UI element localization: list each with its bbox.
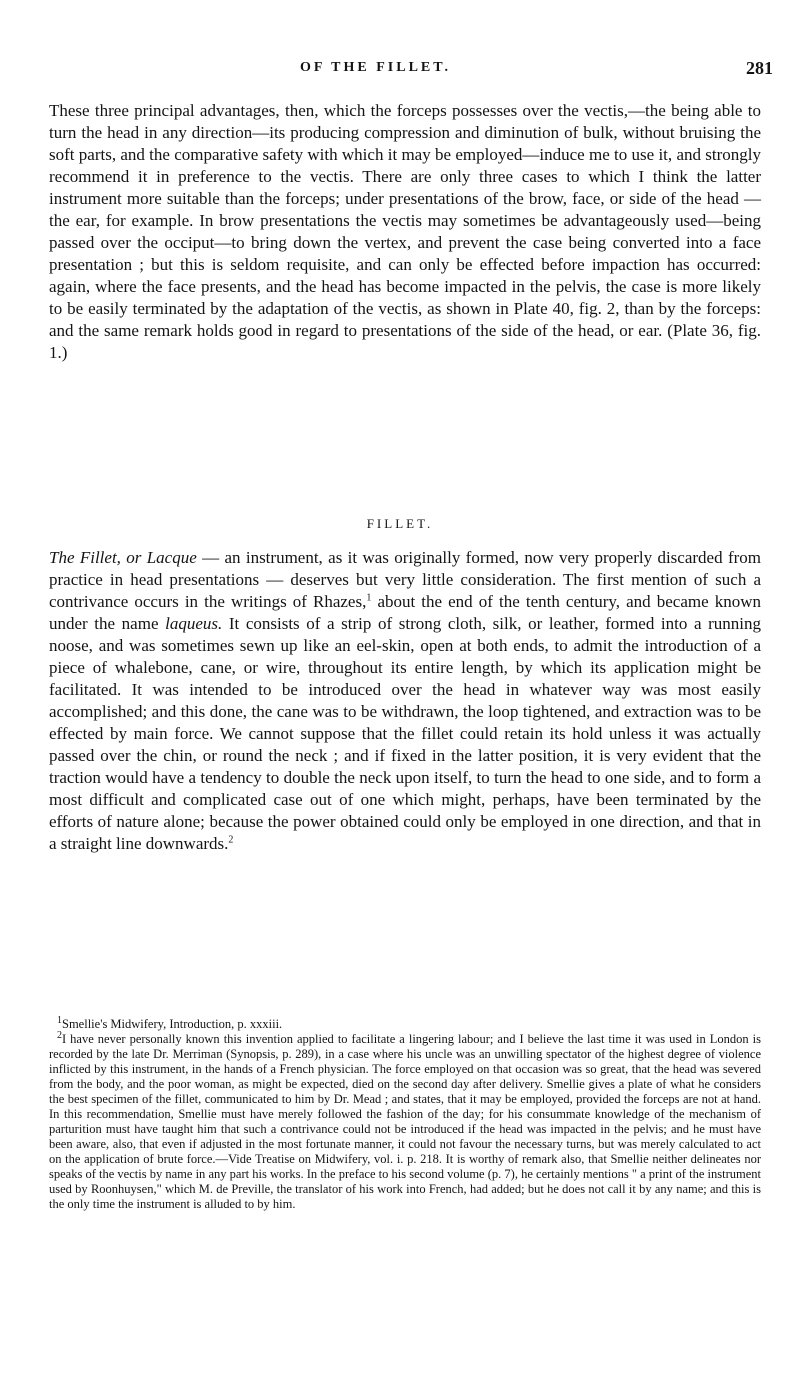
section-heading: FILLET. [366,516,434,531]
paragraph-text: It consists of a strip of strong cloth, silk, or leather, formed into a running noose, and was sometimes sewn up like an eel-skin, open at both ends, to admit the introduction of a piece of whalebone, cane, or wire, throughout its entire length, by which its application might be facilitated. It was intended to be introduced over the head in whatever way was most easily accomplished; and this done, the cane was to be withdrawn, the loop tightened, and extraction was to be effected by main force. We cannot suppose that the fillet could retain its hold unless it was actually passed over the chin, or round the neck ; and if fixed in the latter position, it is very evident that the traction would have a tendency to double the neck upon itself, to turn the head to one side, and to form a most difficult and complicated case out of one which might, perhaps, have been terminated by the efforts of nature alone; because the power obtained could only be employed in one direction, and that in a straight line downwards. [49,614,762,853]
footnote-ref-1: 1 [366,592,372,604]
footnote-text: Smellie's Midwifery, Introduction, p. xxxiii. [62,1017,283,1031]
laqueus-term: laqueus. [165,614,223,633]
fillet-title: The Fillet, or Lacque [49,548,197,567]
footnote-text: I have never personally known this invention applied to facilitate a lingering labour; and I believe the last time it was used in London is recorded by the late Dr. Merriman (Synopsis, p. 289), in a case where his uncle was an unwilling spectator of the highest degree of violence inflicted by this instrument, in the hands of a French physician. The force employed on that occasion was so great, that the head was severed from the body, and the poor woman, as might be expected, died on the second day after delivery. Smellie gives a plate of what he considers the best specimen of the fillet, communicated to him by Dr. Mead ; and states, that it may be employed, provided the forceps are not at hand. In this recommendation, Smellie must have merely followed the fashion of the day; for his consummate knowledge of the mechanism of parturition must have taught him that such a contrivance could not be introduced if the head was impacted in the pelvis; and he must have been aware, also, that even if adjusted in the most fortunate manner, it could not favour the necessary turns, but was merely calculated to act on the application of brute force.—Vide Treatise on Midwifery, vol. i. p. 218. It is worthy of remark also, that Smellie neither delineates nor speaks of the vectis by name in any part his works. In the preface to his second volume (p. 7), he certainly mentions " a print of the instrument used by Roonhuysen," which M. de Preville, the translator of his work into French, had added; but he does not call it by any name; and this is the only time the instrument is alluded to by him. [49,1032,761,1211]
footnotes [49,1014,761,1212]
footnote-marker: 1 [57,1014,62,1026]
footnote-2 [49,1029,761,1212]
paragraph-fillet [49,547,761,855]
page-number: 281 [746,58,773,78]
footnote-marker: 2 [57,1029,62,1041]
footnote-1 [49,1014,761,1032]
paragraph-text: about the end of the tenth century, and became known under the name [49,592,762,633]
paragraph-text: — an instrument, as it was originally formed, now very properly discarded from practice in head presentations — deserves but very little consideration. The first mention of such a contrivance occurs in the writings of Rhazes, [49,548,761,611]
paragraph-forceps-advantages: These three principal advantages, then, which the forceps possesses over the vectis,—the being able to turn the head in any direction—its producing compression and diminution of bulk, without bruising the soft parts, and the comparative safety with which it may be employed—induce me to use it, and strongly recommend it in preference to the vectis. There are only three cases to which I think the latter instrument more suitable than the forceps; under presentations of the brow, face, or side of the head — the ear, for example. In brow presentations the vectis may sometimes be advantageously used—being passed over the occiput—to bring down the vertex, and prevent the case being converted into a face presentation ; but this is seldom requisite, and can only be effected before impaction has occurred: again, where the face presents, and the head has become impacted in the pelvis, the case is more likely to be easily terminated by the adaptation of the vectis, as shown in Plate 40, fig. 2, than by the forceps: and the same remark holds good in regard to presentations of the side of the head, or ear. (Plate 36, fig. 1.) [49,101,761,362]
running-head: OF THE FILLET. [300,60,452,75]
footnote-ref-2: 2 [228,834,234,846]
